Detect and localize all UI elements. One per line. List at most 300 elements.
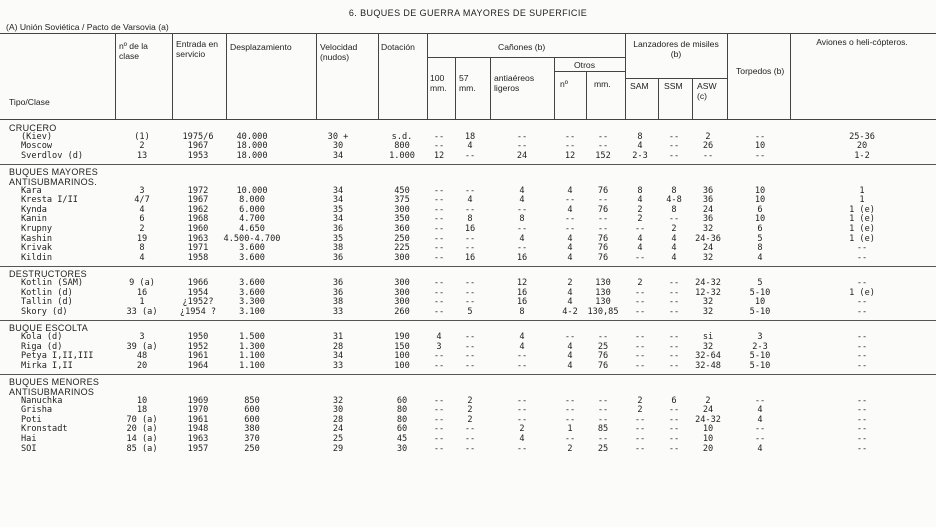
cell-entrada: 1961 — [187, 414, 209, 425]
cell-aviones: -- — [856, 243, 868, 254]
cell-clase: Nanuchka — [21, 395, 63, 406]
cell-aviones: -- — [856, 443, 868, 454]
cell-ssm: -- — [668, 414, 680, 425]
cell-sam: 4 — [637, 243, 643, 254]
cell-dotacion: 190 — [394, 332, 410, 342]
cell-desplazamiento: 1.300 — [239, 341, 265, 352]
cell-aviones: 1 (e) — [849, 204, 875, 215]
cell-dotacion: 250 — [394, 233, 410, 244]
cell-c100: -- — [433, 297, 445, 308]
cell-dotacion: 60 — [396, 424, 408, 435]
cell-dotacion: 450 — [394, 185, 410, 196]
cell-torpedos: 5-10 — [749, 306, 771, 317]
cell-entrada: 1975/6 — [182, 131, 214, 142]
cell-ssm: -- — [668, 405, 680, 416]
cell-c100: -- — [433, 243, 445, 254]
cell-c57: 4 — [467, 195, 473, 206]
cell-aviones: 1 (e) — [849, 224, 875, 234]
cell-dotacion: 45 — [396, 434, 408, 444]
cell-desplazamiento: 1.100 — [239, 360, 265, 371]
cell-asw: 36 — [702, 185, 714, 196]
cell-entrada: 1970 — [187, 405, 209, 416]
cell-aviones: -- — [856, 351, 868, 362]
cell-torpedos: -- — [754, 424, 766, 435]
cell-sam: 8 — [637, 185, 643, 196]
cell-otros-mm: 76 — [597, 252, 609, 263]
cell-n-clase: 6 — [139, 214, 145, 225]
cell-desplazamiento: 380 — [244, 424, 260, 435]
cell-dotacion: 30 — [396, 443, 408, 454]
cell-entrada: 1972 — [187, 185, 209, 196]
cell-asw: 24-36 — [695, 233, 721, 244]
cell-asw: -- — [702, 150, 714, 161]
cell-antiaereos: -- — [516, 405, 528, 416]
cell-clase: Kotlin (d) — [21, 287, 73, 298]
cell-n-clase: 14 (a) — [126, 434, 158, 444]
cell-aviones: 1 (e) — [849, 214, 875, 225]
cell-sam: 4 — [637, 195, 643, 206]
cell-c100: -- — [433, 204, 445, 215]
cell-c57: -- — [464, 332, 476, 342]
cell-aviones: -- — [856, 297, 868, 308]
cell-ssm: 4 — [671, 233, 677, 244]
cell-dotacion: 225 — [394, 243, 410, 254]
cell-antiaereos: 4 — [519, 195, 525, 206]
cell-otros-mm: -- — [597, 395, 609, 406]
cell-dotacion: 300 — [394, 287, 410, 298]
cell-desplazamiento: 4.500-4.700 — [223, 233, 281, 244]
cell-velocidad: 34 — [332, 214, 344, 225]
cell-aviones: 1 — [859, 195, 865, 206]
cell-entrada: 1963 — [187, 233, 209, 244]
cell-entrada: 1948 — [187, 424, 209, 435]
cell-n-clase: 8 — [139, 243, 145, 254]
cell-torpedos: -- — [754, 395, 766, 406]
cell-desplazamiento: 1.100 — [239, 351, 265, 362]
section-label: BUQUES MENORES — [9, 377, 100, 388]
cell-ssm: -- — [668, 278, 680, 288]
table-row — [0, 445, 936, 454]
cell-ssm: -- — [668, 150, 680, 161]
cell-aviones: -- — [856, 278, 868, 288]
cell-desplazamiento: 600 — [244, 414, 260, 425]
cell-asw: si — [702, 332, 714, 342]
cell-dotacion: 260 — [394, 306, 410, 317]
cell-c57: -- — [464, 360, 476, 371]
cell-ssm: 4 — [671, 252, 677, 263]
cell-ssm: -- — [668, 214, 680, 225]
cell-c57: -- — [464, 150, 476, 161]
cell-otros-n: 4 — [567, 233, 573, 244]
cell-otros-n: 4-2 — [562, 306, 578, 317]
cell-asw: 20 — [702, 443, 714, 454]
cell-otros-mm: 130 — [595, 297, 611, 308]
cell-velocidad: 34 — [332, 185, 344, 196]
table-row — [0, 308, 936, 317]
cell-torpedos: 5-10 — [749, 351, 771, 362]
cell-asw: 24 — [702, 204, 714, 215]
cell-otros-n: 4 — [567, 243, 573, 254]
cell-entrada: 1950 — [187, 332, 209, 342]
cell-otros-mm: 76 — [597, 185, 609, 196]
cell-c100: -- — [433, 414, 445, 425]
cell-c57: 18 — [464, 131, 476, 142]
cell-torpedos: 6 — [757, 204, 763, 215]
cell-n-clase: 33 (a) — [126, 306, 158, 317]
cell-dotacion: 360 — [394, 224, 410, 234]
cell-sam: -- — [634, 224, 646, 234]
cell-clase: Krupny — [21, 224, 53, 234]
cell-c100: -- — [433, 233, 445, 244]
cell-c100: 3 — [436, 341, 442, 352]
cell-n-clase: 13 — [136, 150, 148, 161]
cell-otros-mm: -- — [597, 405, 609, 416]
cell-n-clase: 19 — [136, 233, 148, 244]
cell-antiaereos: -- — [516, 224, 528, 234]
cell-antiaereos: -- — [516, 360, 528, 371]
cell-c57: -- — [464, 287, 476, 298]
cell-desplazamiento: 3.600 — [239, 252, 265, 263]
cell-velocidad: 34 — [332, 351, 344, 362]
cell-otros-mm: 130,85 — [587, 306, 619, 317]
cell-entrada: 1960 — [187, 224, 209, 234]
cell-otros-mm: -- — [597, 131, 609, 142]
cell-c100: -- — [433, 131, 445, 142]
cell-desplazamiento: 3.600 — [239, 287, 265, 298]
cell-antiaereos: 4 — [519, 434, 525, 444]
cell-c100: -- — [433, 360, 445, 371]
header-bottom-rule — [0, 119, 936, 120]
cell-aviones: -- — [856, 434, 868, 444]
cell-aviones: 25-36 — [849, 131, 875, 142]
cell-c100: -- — [433, 351, 445, 362]
section-label: BUQUE ESCOLTA — [9, 323, 89, 334]
header-c57: 57 mm. — [459, 73, 476, 93]
cell-n-clase: 48 — [136, 351, 148, 362]
cell-ssm: 8 — [671, 204, 677, 215]
cell-otros-mm: -- — [597, 224, 609, 234]
cell-n-clase: 39 (a) — [126, 341, 158, 352]
cell-velocidad: 38 — [332, 297, 344, 308]
cell-asw: 32 — [702, 306, 714, 317]
cell-clase: Kanin — [21, 214, 47, 225]
cell-ssm: -- — [668, 443, 680, 454]
cell-antiaereos: -- — [516, 395, 528, 406]
cell-asw: 32-64 — [695, 351, 721, 362]
cell-torpedos: 6 — [757, 224, 763, 234]
cell-antiaereos: 16 — [516, 252, 528, 263]
cell-velocidad: 24 — [332, 424, 344, 435]
cell-c57: 2 — [467, 405, 473, 416]
cell-sam: 8 — [637, 131, 643, 142]
cell-sam: -- — [634, 297, 646, 308]
cell-torpedos: 5-10 — [749, 360, 771, 371]
cell-entrada: 1967 — [187, 141, 209, 152]
cell-n-clase: 4 — [139, 204, 145, 215]
cell-entrada: 1958 — [187, 252, 209, 263]
cell-ssm: 8 — [671, 185, 677, 196]
cell-antiaereos: 4 — [519, 185, 525, 196]
header-asw: ASW (c) — [697, 81, 717, 101]
cell-otros-n: 4 — [567, 287, 573, 298]
cell-clase: Poti — [21, 414, 42, 425]
cell-clase: Skory (d) — [21, 306, 68, 317]
cell-sam: 4 — [637, 233, 643, 244]
cell-entrada: 1952 — [187, 341, 209, 352]
cell-n-clase: 1 — [139, 297, 145, 308]
cell-c100: -- — [433, 443, 445, 454]
cell-dotacion: 300 — [394, 278, 410, 288]
cell-n-clase: 20 — [136, 360, 148, 371]
cell-otros-n: 4 — [567, 360, 573, 371]
cell-asw: 12-32 — [695, 287, 721, 298]
cell-otros-n: -- — [564, 434, 576, 444]
cell-clase: Kotlin (SAM) — [21, 278, 84, 288]
cell-n-clase: 9 (a) — [129, 278, 155, 288]
cell-antiaereos: 16 — [516, 297, 528, 308]
cell-c57: -- — [464, 443, 476, 454]
cell-c57: -- — [464, 204, 476, 215]
cell-dotacion: 100 — [394, 351, 410, 362]
cell-velocidad: 31 — [332, 332, 344, 342]
cell-antiaereos: 4 — [519, 233, 525, 244]
section-divider — [0, 374, 936, 375]
section-label: ANTISUBMARINOS — [9, 387, 95, 397]
cell-entrada: 1963 — [187, 434, 209, 444]
cell-ssm: -- — [668, 341, 680, 352]
cell-sam: -- — [634, 332, 646, 342]
cell-sam: 2 — [637, 405, 643, 416]
cell-asw: 24-32 — [695, 414, 721, 425]
cell-torpedos: 8 — [757, 243, 763, 254]
header-canones: Cañones (b) — [498, 42, 546, 52]
cell-asw: 32 — [702, 252, 714, 263]
cell-aviones: 1-2 — [854, 150, 870, 161]
cell-sam: 4 — [637, 141, 643, 152]
cell-velocidad: 38 — [332, 243, 344, 254]
cell-clase: Kola (d) — [21, 332, 63, 342]
cell-velocidad: 28 — [332, 414, 344, 425]
cell-desplazamiento: 10.000 — [236, 185, 268, 196]
cell-desplazamiento: 3.300 — [239, 297, 265, 308]
cell-torpedos: 5-10 — [749, 287, 771, 298]
cell-sam: -- — [634, 443, 646, 454]
cell-velocidad: 36 — [332, 224, 344, 234]
cell-aviones: -- — [856, 405, 868, 416]
cell-entrada: 1962 — [187, 204, 209, 215]
cell-c100: -- — [433, 405, 445, 416]
cell-desplazamiento: 40.000 — [236, 131, 268, 142]
cell-sam: -- — [634, 414, 646, 425]
cell-desplazamiento: 600 — [244, 405, 260, 416]
header-c100: 100 mm. — [430, 73, 447, 93]
cell-aviones: -- — [856, 332, 868, 342]
cell-otros-mm: 85 — [597, 424, 609, 435]
cell-aviones: -- — [856, 360, 868, 371]
cell-aviones: -- — [856, 252, 868, 263]
cell-sam: -- — [634, 434, 646, 444]
cell-n-clase: 10 — [136, 395, 148, 406]
cell-c57: 16 — [464, 252, 476, 263]
cell-c100: -- — [433, 434, 445, 444]
cell-velocidad: 36 — [332, 287, 344, 298]
cell-aviones: 20 — [856, 141, 868, 152]
cell-dotacion: 375 — [394, 195, 410, 206]
cell-sam: 2 — [637, 204, 643, 215]
cell-torpedos: 10 — [754, 141, 766, 152]
cell-c57: 5 — [467, 306, 473, 317]
cell-clase: Moscow — [21, 141, 53, 152]
cell-c100: -- — [433, 252, 445, 263]
cell-desplazamiento: 3.600 — [239, 243, 265, 254]
cell-n-clase: 70 (a) — [126, 414, 158, 425]
cell-otros-mm: -- — [597, 434, 609, 444]
cell-ssm: 4 — [671, 243, 677, 254]
cell-clase: Kashin — [21, 233, 53, 244]
cell-sam: 2 — [637, 278, 643, 288]
cell-velocidad: 30 — [332, 141, 344, 152]
cell-sam: -- — [634, 287, 646, 298]
cell-ssm: -- — [668, 141, 680, 152]
cell-torpedos: 10 — [754, 214, 766, 225]
cell-entrada: 1954 — [187, 287, 209, 298]
cell-otros-n: 4 — [567, 297, 573, 308]
cell-otros-n: 2 — [567, 278, 573, 288]
cell-antiaereos: -- — [516, 204, 528, 215]
cell-dotacion: 150 — [394, 341, 410, 352]
cell-desplazamiento: 4.700 — [239, 214, 265, 225]
cell-c100: -- — [433, 195, 445, 206]
header-entrada: Entrada en servicio — [176, 39, 219, 59]
cell-torpedos: -- — [754, 131, 766, 142]
cell-otros-mm: 130 — [595, 278, 611, 288]
cell-c57: -- — [464, 424, 476, 435]
cell-desplazamiento: 3.600 — [239, 278, 265, 288]
cell-otros-n: -- — [564, 214, 576, 225]
cell-asw: 32 — [702, 341, 714, 352]
cell-asw: 24 — [702, 405, 714, 416]
cell-clase: Riga (d) — [21, 341, 63, 352]
cell-n-clase: 16 — [136, 287, 148, 298]
cell-dotacion: 1.000 — [389, 150, 415, 161]
header-otros: Otros — [574, 60, 596, 70]
cell-c57: -- — [464, 233, 476, 244]
cell-otros-n: 1 — [567, 424, 573, 435]
header-otros-n: nº — [560, 79, 568, 89]
cell-otros-n: -- — [564, 141, 576, 152]
cell-clase: Grisha — [21, 405, 53, 416]
cell-otros-mm: 76 — [597, 204, 609, 215]
table-row — [0, 254, 936, 263]
cell-asw: 10 — [702, 434, 714, 444]
cell-torpedos: -- — [754, 150, 766, 161]
header-ssm: SSM — [664, 81, 683, 91]
cell-desplazamiento: 1.500 — [239, 332, 265, 342]
cell-clase: Sverdlov (d) — [21, 150, 84, 161]
cell-entrada: 1969 — [187, 395, 209, 406]
cell-dotacion: 300 — [394, 297, 410, 308]
cell-antiaereos: -- — [516, 443, 528, 454]
cell-ssm: -- — [668, 131, 680, 142]
cell-otros-mm: 130 — [595, 287, 611, 298]
cell-torpedos: 4 — [757, 405, 763, 416]
cell-clase: Hai — [21, 434, 37, 444]
header-sam: SAM — [630, 81, 649, 91]
cell-c100: -- — [433, 306, 445, 317]
cell-otros-n: -- — [564, 195, 576, 206]
cell-velocidad: 33 — [332, 360, 344, 371]
cell-antiaereos: -- — [516, 414, 528, 425]
cell-c100: 12 — [433, 150, 445, 161]
header-tipo: Tipo/Clase — [9, 97, 50, 107]
cell-torpedos: 3 — [757, 332, 763, 342]
cell-aviones: -- — [856, 395, 868, 406]
cell-entrada: 1971 — [187, 243, 209, 254]
cell-antiaereos: -- — [516, 131, 528, 142]
cell-antiaereos: 16 — [516, 287, 528, 298]
page-title: 6. BUQUES DE GUERRA MAYORES DE SUPERFICIE — [348, 8, 588, 18]
section-divider — [0, 164, 936, 165]
cell-antiaereos: 12 — [516, 278, 528, 288]
cell-desplazamiento: 850 — [244, 395, 260, 406]
cell-c100: -- — [433, 424, 445, 435]
cell-ssm: 2 — [671, 224, 677, 234]
header-velocidad: Velocidad (nudos) — [320, 42, 358, 62]
cell-c100: -- — [433, 287, 445, 298]
section-label: CRUCERO — [9, 123, 57, 133]
cell-n-clase: 2 — [139, 141, 145, 152]
cell-desplazamiento: 6.000 — [239, 204, 265, 215]
cell-velocidad: 35 — [332, 233, 344, 244]
table-row — [0, 152, 936, 161]
cell-asw: 36 — [702, 214, 714, 225]
cell-c57: -- — [464, 185, 476, 196]
cell-asw: 24 — [702, 243, 714, 254]
cell-velocidad: 29 — [332, 443, 344, 454]
cell-otros-mm: -- — [597, 414, 609, 425]
cell-c57: 4 — [467, 141, 473, 152]
cell-desplazamiento: 4.650 — [239, 224, 265, 234]
cell-clase: Mirka I,II — [21, 360, 73, 371]
section-label: ANTISUBMARINOS. — [9, 177, 98, 187]
cell-n-clase: 3 — [139, 332, 145, 342]
cell-otros-n: 4 — [567, 252, 573, 263]
cell-torpedos: 10 — [754, 185, 766, 196]
cell-desplazamiento: 3.100 — [239, 306, 265, 317]
cell-velocidad: 36 — [332, 278, 344, 288]
cell-c100: 4 — [436, 332, 442, 342]
cell-otros-mm: 76 — [597, 233, 609, 244]
cell-antiaereos: -- — [516, 351, 528, 362]
cell-desplazamiento: 370 — [244, 434, 260, 444]
cell-ssm: -- — [668, 434, 680, 444]
cell-otros-mm: 152 — [595, 150, 611, 161]
cell-torpedos: 4 — [757, 252, 763, 263]
cell-sam: 2 — [637, 395, 643, 406]
cell-otros-n: -- — [564, 414, 576, 425]
cell-dotacion: s.d. — [391, 131, 413, 142]
cell-otros-n: 4 — [567, 351, 573, 362]
cell-clase: Kronstadt — [21, 424, 68, 435]
cell-ssm: 6 — [671, 395, 677, 406]
cell-n-clase: 20 (a) — [126, 424, 158, 435]
cell-otros-n: 2 — [567, 443, 573, 454]
cell-aviones: -- — [856, 306, 868, 317]
cell-otros-mm: 76 — [597, 360, 609, 371]
header-torpedos: Torpedos (b) — [736, 66, 785, 76]
cell-ssm: -- — [668, 424, 680, 435]
section-divider — [0, 320, 936, 321]
